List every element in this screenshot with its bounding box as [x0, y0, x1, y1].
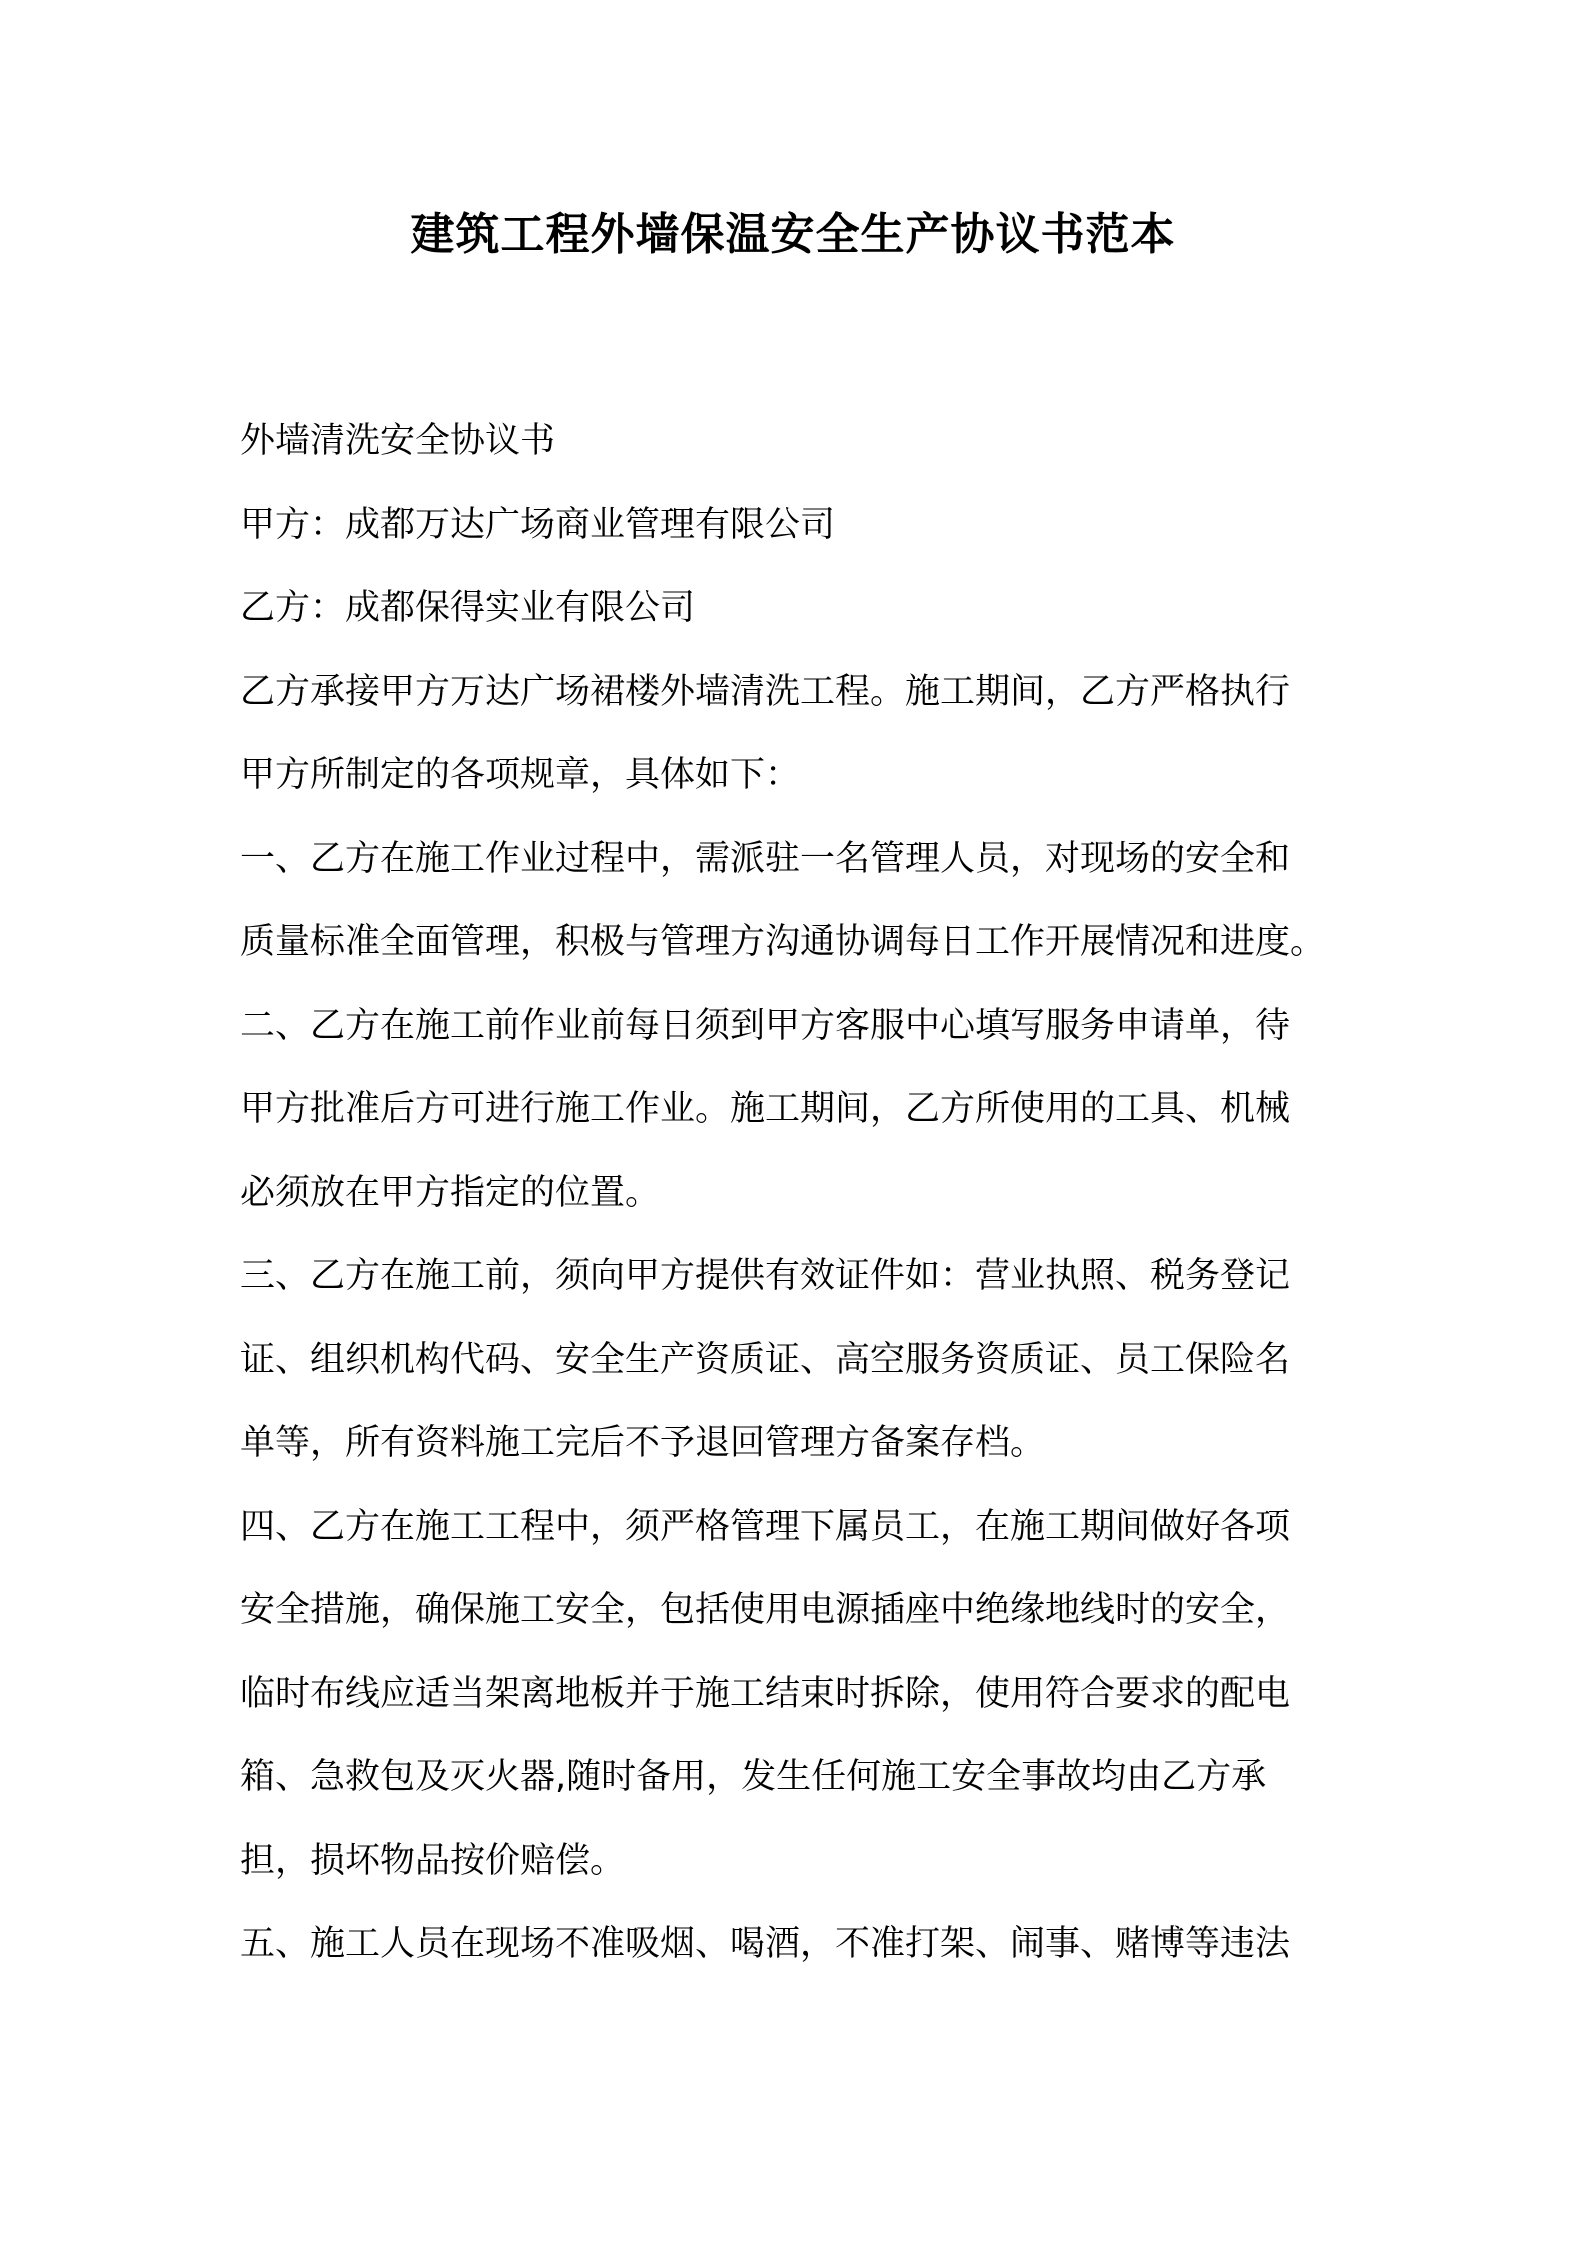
- document-body: [240, 400, 1360, 1987]
- document-line: 证、组织机构代码、安全生产资质证、高空服务资质证、员工保险名: [240, 1339, 1291, 1380]
- document-line: 担，损坏物品按价赔偿。: [240, 1840, 626, 1881]
- document-line: 安全措施，确保施工安全，包括使用电源插座中绝缘地线时的安全，: [240, 1590, 1291, 1630]
- document-line: 临时布线应适当架离地板并于施工结束时拆除，使用符合要求的配电: [240, 1673, 1291, 1714]
- document-line: 乙方承接甲方万达广场裙楼外墙清洗工程。施工期间，乙方严格执行: [240, 671, 1291, 712]
- document-line: 质量标准全面管理，积极与管理方沟通协调每日工作开展情况和进度。: [240, 922, 1326, 962]
- document-line: 外墙清洗安全协议书: [240, 421, 556, 461]
- document-line: 三、乙方在施工前，须向甲方提供有效证件如：营业执照、税务登记: [240, 1256, 1291, 1296]
- document-line: 乙方：成都保得实业有限公司: [240, 588, 696, 628]
- document-line: 甲方所制定的各项规章，具体如下：: [240, 755, 801, 795]
- document-line: 甲方：成都万达广场商业管理有限公司: [240, 504, 836, 545]
- document-line: 箱、急救包及灭火器,随时备用，发生任何施工安全事故均由乙方承: [240, 1757, 1267, 1797]
- document-line: 二、乙方在施工前作业前每日须到甲方客服中心填写服务申请单，待: [240, 1005, 1291, 1046]
- document-line: 甲方批准后方可进行施工作业。施工期间，乙方所使用的工具、机械: [240, 1089, 1291, 1129]
- document-line: 四、乙方在施工工程中，须严格管理下属员工，在施工期间做好各项: [240, 1506, 1291, 1547]
- document-title: 建筑工程外墙保温安全生产协议书范本: [410, 209, 1176, 260]
- document-line: 一、乙方在施工作业过程中，需派驻一名管理人员，对现场的安全和: [240, 838, 1291, 879]
- document-line: 单等，所有资料施工完后不予退回管理方备案存档。: [240, 1423, 1046, 1463]
- document-line: 必须放在甲方指定的位置。: [240, 1172, 661, 1213]
- document-line: 五、施工人员在现场不准吸烟、喝酒，不准打架、闹事、赌博等违法: [240, 1924, 1291, 1964]
